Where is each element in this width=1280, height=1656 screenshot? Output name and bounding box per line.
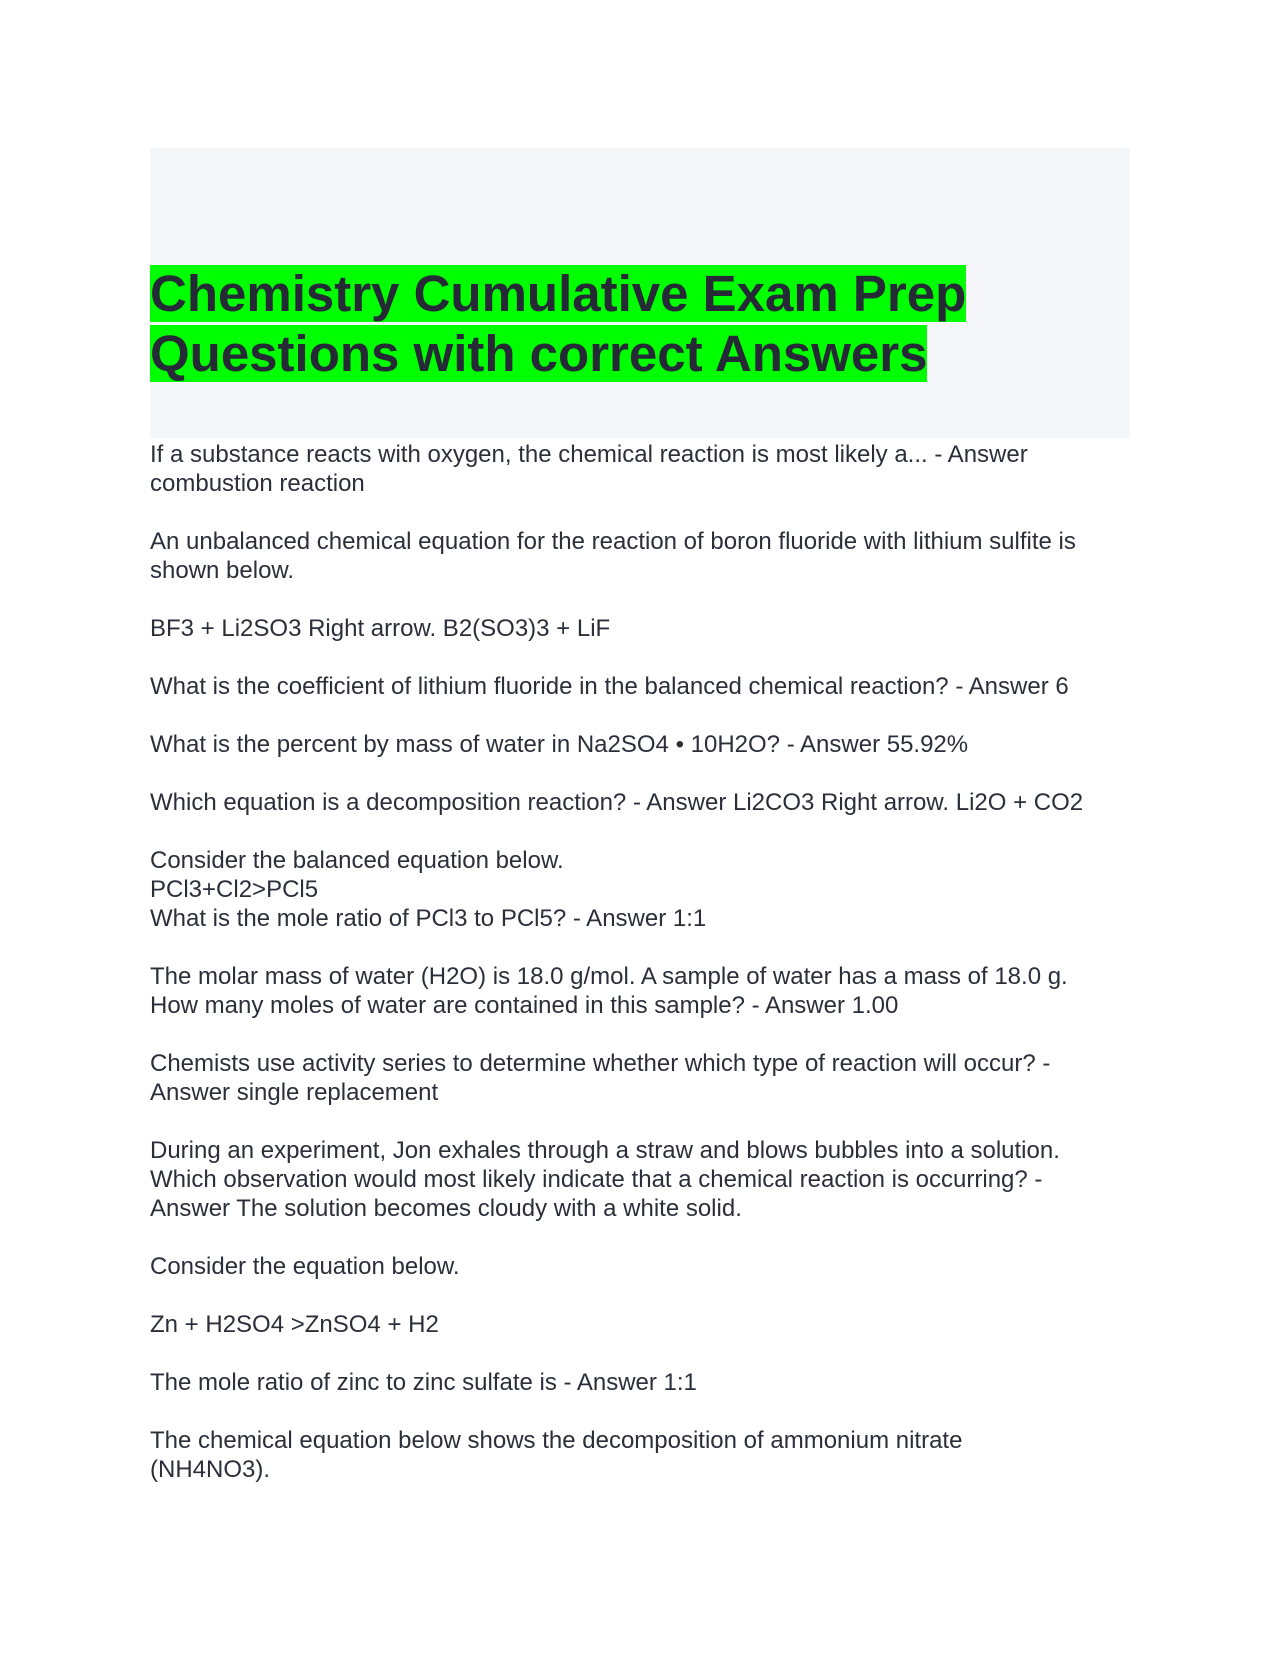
page-title	[150, 264, 966, 384]
paragraph-activity-series: Chemists use activity series to determine whether which type of reaction will occur? - Answer single replacement	[150, 1050, 1051, 1106]
title-line-1: Chemistry Cumulative Exam Prep	[150, 265, 967, 322]
title-panel	[150, 148, 1130, 438]
paragraph-zinc-ratio: The mole ratio of zinc to zinc sulfate is - Answer 1:1	[150, 1369, 697, 1396]
paragraph-percent-water: What is the percent by mass of water in Na2SO4 • 10H2O? - Answer 55.92%	[150, 731, 969, 758]
paragraph-pcl-ratio: Consider the balanced equation below. PCl3+Cl2>PCl5 What is the mole ratio of PCl3 to PCl5? - Answer 1:1	[150, 847, 707, 932]
paragraph-unbalanced-equation: An unbalanced chemical equation for the reaction of boron fluoride with lithium sulfite is shown below.	[150, 528, 1076, 584]
paragraph-consider-equation: Consider the equation below.	[150, 1253, 460, 1280]
paragraph-combustion: If a substance reacts with oxygen, the chemical reaction is most likely a... - Answer combustion reaction	[150, 441, 1028, 497]
paragraph-experiment: During an experiment, Jon exhales through a straw and blows bubbles into a solution. Which observation would most likely indicate that a chemical reaction is occurring? - Answer The solution becomes cloudy with a white solid.	[150, 1137, 1060, 1222]
paragraph-decomposition: Which equation is a decomposition reaction? - Answer Li2CO3 Right arrow. Li2O + CO2	[150, 789, 1084, 816]
paragraph-bf3-equation: BF3 + Li2SO3 Right arrow. B2(SO3)3 + LiF	[150, 615, 611, 642]
document-page	[150, 148, 1130, 1513]
paragraph-molar-mass: The molar mass of water (H2O) is 18.0 g/mol. A sample of water has a mass of 18.0 g. How many moles of water are contained in this sample? - Answer 1.00	[150, 963, 1068, 1019]
paragraph-lif-coefficient: What is the coefficient of lithium fluoride in the balanced chemical reaction? - Answer 6	[150, 673, 1069, 700]
title-line-2: Questions with correct Answers	[150, 325, 928, 382]
paragraph-ammonium-nitrate: The chemical equation below shows the decomposition of ammonium nitrate (NH4NO3).	[150, 1427, 963, 1483]
document-body	[150, 438, 1130, 1484]
paragraph-zinc-equation: Zn + H2SO4 >ZnSO4 + H2	[150, 1311, 439, 1338]
